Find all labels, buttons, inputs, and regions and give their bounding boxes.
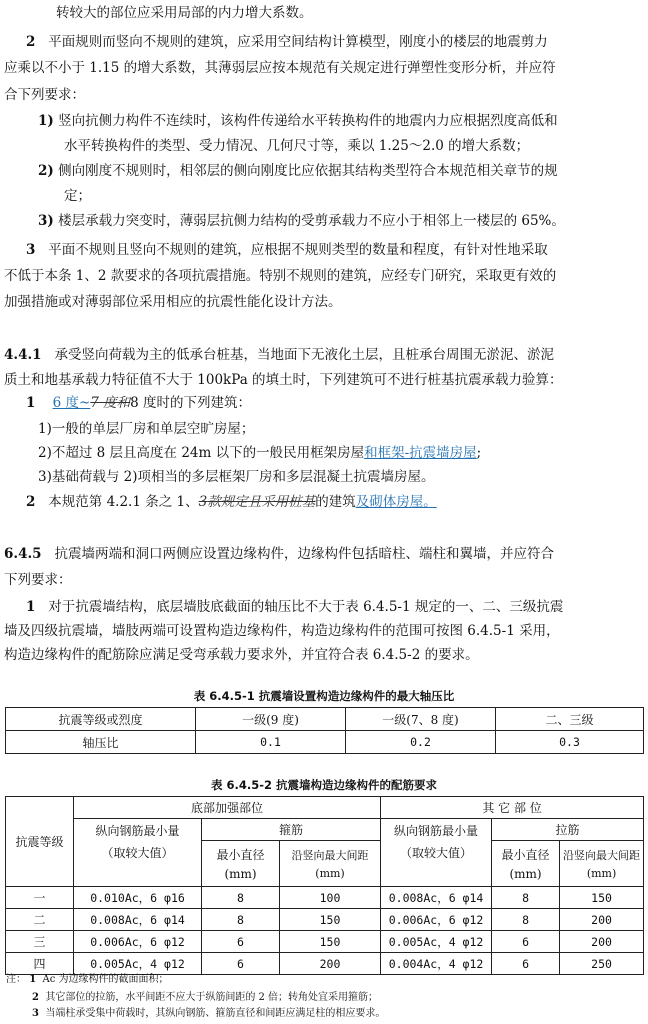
header-line: (mm) [586, 867, 617, 880]
header-line: (mm) [509, 867, 542, 881]
table-caption: 表 6.4.5-1 抗震墙设置构造边缘构件的最大轴压比 [193, 689, 455, 703]
paragraph-text: 平面规则而竖向不规则的建筑，应采用空间结构计算模型，刚度小的楼层的地震剪力 [48, 34, 548, 50]
inserted-text: 6 度~ [52, 395, 91, 411]
table-cell: 100 [280, 887, 381, 909]
table-cell: 0.005Ac，4 φ12 [74, 953, 202, 975]
clause-item-3 [26, 241, 548, 259]
header-line: （取较大值） [101, 846, 174, 860]
table-cell: 6 [492, 953, 560, 975]
clause-6-4-5 [4, 545, 554, 563]
paragraph-text: 平面不规则且竖向不规则的建筑，应根据不规则类型的数量和程度，有针对性地采取 [48, 242, 548, 258]
table-header-cell [560, 841, 644, 887]
table-header-cell [492, 841, 560, 887]
header-line: (mm) [315, 867, 345, 880]
table-cell: 0.008Ac，6 φ14 [381, 887, 492, 909]
paragraph-text: 竖向抗侧力构件不连续时，该构件传递给水平转换构件的地震内力应根据烈度高低和 [58, 113, 558, 129]
header-line: (mm) [224, 867, 257, 881]
table-cell: 8 [202, 887, 280, 909]
paragraph-line: 不低于本条 1、2 款要求的各项抗震措施。特别不规则的建筑，应经专门研究，采取更有效的 [4, 268, 557, 284]
table-header-cell: 箍筋 [202, 819, 381, 841]
table-cell: 8 [202, 909, 280, 931]
table-row [6, 909, 644, 931]
table-cell: 0.2 [346, 731, 496, 754]
table-cell: 150 [280, 931, 381, 953]
table-cell: 一 [6, 887, 74, 909]
table-cell: 0.006Ac，6 φ12 [381, 909, 492, 931]
table-header-cell: 其 它 部 位 [381, 797, 644, 819]
sub-item-3: 3)基础荷载与 2)项相当的多层框架厂房和多层混凝土抗震墙房屋。 [38, 469, 435, 485]
sub-item-1: 1)一般的单层厂房和单层空旷房屋； [38, 421, 255, 437]
table-cell: 0.1 [196, 731, 346, 754]
paragraph-line: 加强措施或对薄弱部位采用相应的抗震性能化设计方法。 [4, 294, 342, 310]
table-cell: 0.010Ac，6 φ16 [74, 887, 202, 909]
deleted-text: 款规定且采用桩基 [207, 494, 316, 510]
table-cell: 0.006Ac，6 φ12 [74, 931, 202, 953]
note-label: 注： [6, 974, 26, 985]
paragraph-line: 构造边缘构件的配筋除应满足受弯承载力要求外，并宜符合表 6.4.5-2 的要求。 [4, 647, 479, 663]
item-number: 1 [26, 395, 36, 411]
table-note-2 [32, 990, 378, 1006]
note-number: 3 [32, 1008, 39, 1019]
table-header-row [6, 797, 644, 819]
item-number: 2 [26, 34, 36, 50]
table-header-row [6, 708, 644, 731]
table-cell: 轴压比 [6, 731, 196, 754]
table-cell: 0.004Ac，4 φ12 [381, 953, 492, 975]
paragraph-text: 对于抗震墙结构，底层墙肢底截面的轴压比不大于表 6.4.5-1 规定的一、二、三级抗震 [48, 599, 564, 615]
paragraph-line: 合下列要求： [4, 87, 85, 103]
paragraph-text: 2)不超过 8 层且高度在 24m 以下的一般民用框架房屋 [38, 445, 365, 461]
paragraph-text: 抗震墙两端和洞口两侧应设置边缘构件，边缘构件包括暗柱、端柱和翼墙，并应符合 [54, 546, 554, 562]
table-header-cell [381, 819, 492, 887]
table-cell: 0.3 [496, 731, 644, 754]
paragraph-text: 的建筑 [315, 494, 356, 510]
table-header-cell: 一级(9 度) [196, 708, 346, 731]
table-header-cell: 抗震等级或烈度 [6, 708, 196, 731]
paragraph-text: 楼层承载力突变时，薄弱层抗侧力结构的受剪承载力不应小于相邻上一楼层的 65%。 [58, 213, 565, 229]
sub-item-number: 2) [38, 163, 54, 179]
header-line: 最小直径 [501, 848, 550, 862]
clause-item-1 [26, 394, 251, 412]
table-cell: 200 [560, 931, 644, 953]
clause-item-1 [26, 598, 563, 616]
clause-number: 6.4.5 [4, 546, 42, 562]
table-header-cell: 底部加强部位 [74, 797, 381, 819]
header-line: 沿竖向最大间距 [291, 849, 369, 862]
inserted-text: 和框架-抗震墙房屋 [364, 445, 477, 461]
table-cell: 250 [560, 953, 644, 975]
table-cell: 0.005Ac，4 φ12 [381, 931, 492, 953]
table-cell: 200 [280, 953, 381, 975]
table-note-3 [32, 1006, 385, 1022]
paragraph-line: 应乘以不小于 1.15 的增大系数，其薄弱层应按本规范有关规定进行弹塑性变形分析，并应符 [4, 60, 556, 76]
item-number: 2 [26, 494, 36, 510]
table-row [6, 731, 644, 754]
paragraph-text: 侧向刚度不规则时，相邻层的侧向刚度比应依据其结构类型符合本规范相关章节的规 [58, 163, 558, 179]
table-cell: 二 [6, 909, 74, 931]
sub-item-number: 3) [38, 213, 54, 229]
paragraph-text: 承受竖向荷载为主的低承台桩基，当地面下无液化土层，且桩承台周围无淤泥、淤泥 [54, 347, 554, 363]
sub-item-2 [38, 162, 558, 180]
header-line: 纵向钢筋最小量 [394, 824, 479, 838]
table-cell: 8 [492, 909, 560, 931]
axial-ratio-table [5, 707, 644, 754]
table-cell: 6 [202, 953, 280, 975]
clause-number: 4.4.1 [4, 347, 42, 363]
sub-item-1 [38, 112, 558, 130]
table-header-cell: 拉筋 [492, 819, 644, 841]
table-header-cell: 一级(7、8 度) [346, 708, 496, 731]
table-caption: 表 6.4.5-2 抗震墙构造边缘构件的配筋要求 [210, 778, 438, 792]
paragraph-line: 转较大的部位应采用局部的内力增大系数。 [56, 5, 313, 21]
deleted-text: 7 度和 [90, 395, 131, 411]
table-cell: 四 [6, 953, 74, 975]
table-cell: 150 [280, 909, 381, 931]
reinforcement-table [5, 796, 644, 975]
paragraph-line: 水平转换构件的类型、受力情况、几何尺寸等，乘以 1.25～2.0 的增大系数； [64, 138, 530, 154]
table-header-cell [74, 819, 202, 887]
table-header-cell: 抗震等级 [6, 797, 74, 887]
header-line: 最小直径 [216, 848, 265, 862]
table-header-cell [202, 841, 280, 887]
sub-item-3 [38, 212, 565, 230]
table-row [6, 931, 644, 953]
note-text: 当端柱承受集中荷载时，其纵向钢筋、箍筋直径和间距应满足柱的相应要求。 [45, 1008, 386, 1019]
table-note-1 [6, 972, 169, 988]
item-number: 1 [26, 599, 36, 615]
inserted-text: 及砌体房屋。 [355, 494, 437, 510]
note-text: Ac 为边缘构件的截面面积； [42, 974, 169, 985]
note-text: 其它部位的拉筋，水平间距不应大于纵筋间距的 2 倍；转角处宜采用箍筋； [45, 992, 379, 1003]
paragraph-line: 定； [64, 188, 91, 204]
table-cell: 8 [492, 887, 560, 909]
note-number: 2 [32, 992, 39, 1003]
table-cell: 6 [202, 931, 280, 953]
table-cell: 200 [560, 909, 644, 931]
paragraph-line: 质土和地基承载力特征值不大于 100kPa 的填土时，下列建筑可不进行桩基抗震承载力验算： [4, 372, 563, 388]
header-line: 纵向钢筋最小量 [95, 824, 180, 838]
table-cell: 150 [560, 887, 644, 909]
clause-item-2 [26, 33, 548, 51]
table-row [6, 887, 644, 909]
paragraph-line: 下列要求： [4, 572, 72, 588]
sub-item-2 [38, 444, 481, 462]
clause-4-4-1 [4, 346, 554, 364]
table-header-cell [280, 841, 381, 887]
sub-item-number: 1) [38, 113, 54, 129]
header-line: （取较大值） [400, 846, 473, 860]
paragraph-text: ; [476, 445, 482, 461]
header-line: 沿竖向最大间距 [563, 849, 641, 862]
table-cell: 6 [492, 931, 560, 953]
table-header-row [6, 819, 644, 841]
note-number: 1 [29, 974, 37, 985]
paragraph-text: 8 度时的下列建筑： [130, 395, 252, 411]
clause-item-2 [26, 493, 437, 511]
item-number: 3 [26, 242, 36, 258]
table-cell: 0.008Ac，6 φ14 [74, 909, 202, 931]
deleted-text: 3 [198, 494, 208, 510]
table-header-cell: 二、三级 [496, 708, 644, 731]
table-cell: 三 [6, 931, 74, 953]
paragraph-text: 本规范第 4.2.1 条之 1、 [48, 494, 199, 510]
paragraph-line: 墙及四级抗震墙，墙肢两端可设置构造边缘构件，构造边缘构件的范围可按图 6.4.5-1 采用， [4, 623, 560, 639]
